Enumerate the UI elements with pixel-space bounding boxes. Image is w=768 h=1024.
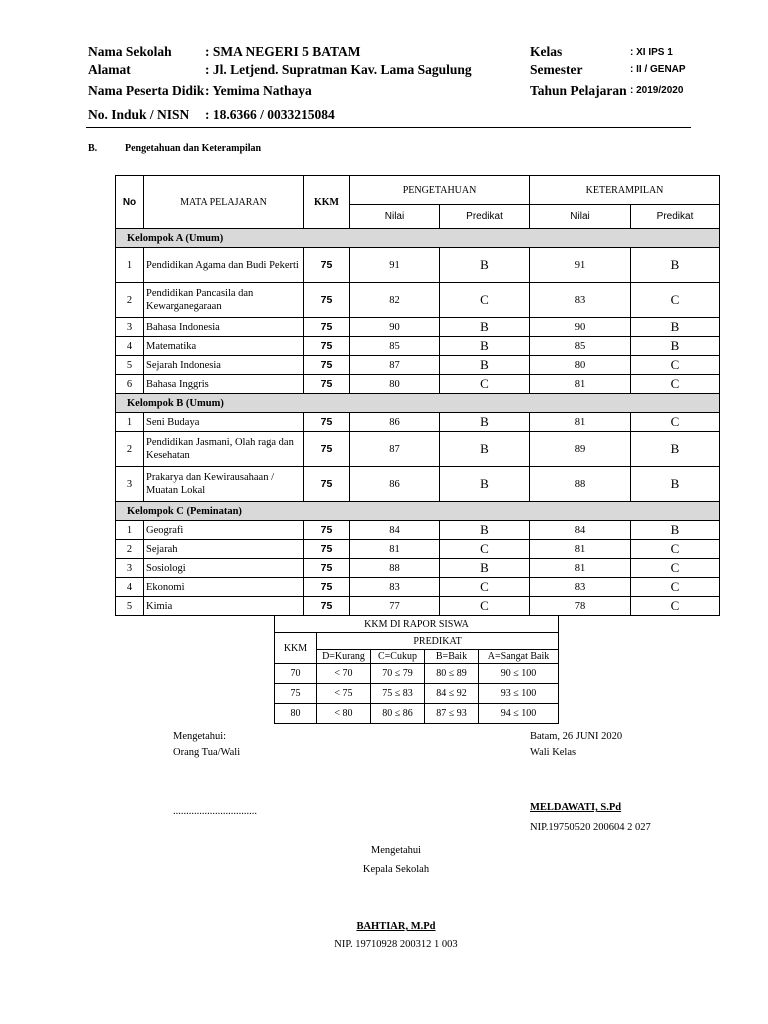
- subject-row: [116, 559, 720, 578]
- kkm-value: 75: [304, 521, 350, 540]
- parent-acknowledge-label: Mengetahui:: [173, 731, 227, 742]
- school-year-value: : 2019/2020: [630, 85, 684, 96]
- kkm-range: < 70: [317, 664, 371, 684]
- kkm-range: 80 ≤ 89: [425, 664, 479, 684]
- skills-score: 83: [530, 578, 631, 597]
- kkm-value: 75: [304, 467, 350, 502]
- principal-title: Kepala Sekolah: [362, 864, 430, 875]
- skills-score: 81: [530, 559, 631, 578]
- skills-predicate: C: [631, 540, 720, 559]
- principal-nip: NIP. 19710928 200312 1 003: [334, 939, 458, 950]
- knowledge-predicate: B: [440, 432, 530, 467]
- subject-name: Prakarya dan Kewirausahaan / Muatan Lokal: [144, 467, 304, 502]
- header-divider: [86, 127, 691, 128]
- row-number: 6: [116, 375, 144, 394]
- col-header-knowledge: PENGETAHUAN: [350, 176, 530, 205]
- row-number: 4: [116, 578, 144, 597]
- subject-name: Bahasa Indonesia: [144, 318, 304, 337]
- section-title: Pengetahuan dan Keterampilan: [125, 143, 262, 154]
- subject-row: [116, 356, 720, 375]
- semester-value: : II / GENAP: [630, 64, 686, 75]
- subject-name: Pendidikan Jasmani, Olah raga dan Kesehatan: [144, 432, 304, 467]
- skills-score: 91: [530, 248, 631, 283]
- knowledge-score: 77: [350, 597, 440, 616]
- kkm-value: 75: [304, 432, 350, 467]
- subject-row: [116, 578, 720, 597]
- knowledge-predicate: B: [440, 467, 530, 502]
- kkm-range: 93 ≤ 100: [479, 684, 559, 704]
- skills-score: 90: [530, 318, 631, 337]
- kkm-row: [275, 704, 559, 724]
- row-number: 5: [116, 597, 144, 616]
- skills-predicate: B: [631, 521, 720, 540]
- skills-score: 84: [530, 521, 631, 540]
- knowledge-predicate: C: [440, 375, 530, 394]
- knowledge-score: 80: [350, 375, 440, 394]
- kkm-row-value: 70: [275, 664, 317, 684]
- knowledge-predicate: C: [440, 597, 530, 616]
- kkm-range: 94 ≤ 100: [479, 704, 559, 724]
- knowledge-score: 86: [350, 467, 440, 502]
- subject-name: Ekonomi: [144, 578, 304, 597]
- row-number: 3: [116, 467, 144, 502]
- subject-row: [116, 413, 720, 432]
- kkm-range: < 75: [317, 684, 371, 704]
- skills-score: 80: [530, 356, 631, 375]
- skills-score: 85: [530, 337, 631, 356]
- student-name-value: : Yemima Nathaya: [205, 83, 312, 98]
- knowledge-score: 83: [350, 578, 440, 597]
- subject-name: Matematika: [144, 337, 304, 356]
- subject-row: [116, 248, 720, 283]
- group-title: Kelompok A (Umum): [116, 229, 720, 248]
- grades-table: [115, 175, 720, 616]
- row-number: 3: [116, 318, 144, 337]
- row-number: 1: [116, 413, 144, 432]
- class-label: Kelas: [530, 44, 563, 59]
- kkm-value: 75: [304, 356, 350, 375]
- skills-predicate: B: [631, 467, 720, 502]
- knowledge-score: 82: [350, 283, 440, 318]
- knowledge-score: 86: [350, 413, 440, 432]
- row-number: 2: [116, 283, 144, 318]
- homeroom-teacher-name: MELDAWATI, S.Pd: [530, 802, 622, 813]
- kkm-range: 75 ≤ 83: [371, 684, 425, 704]
- skills-predicate: B: [631, 318, 720, 337]
- subject-name: Pendidikan Agama dan Budi Pekerti: [144, 248, 304, 283]
- knowledge-score: 87: [350, 432, 440, 467]
- kkm-value: 75: [304, 375, 350, 394]
- row-number: 5: [116, 356, 144, 375]
- subject-row: [116, 597, 720, 616]
- skills-predicate: C: [631, 356, 720, 375]
- skills-score: 89: [530, 432, 631, 467]
- skills-predicate: C: [631, 597, 720, 616]
- skills-score: 83: [530, 283, 631, 318]
- knowledge-score: 84: [350, 521, 440, 540]
- subject-row: [116, 283, 720, 318]
- subject-row: [116, 337, 720, 356]
- row-number: 1: [116, 248, 144, 283]
- subject-name: Bahasa Inggris: [144, 375, 304, 394]
- subject-name: Pendidikan Pancasila dan Kewarganegaraan: [144, 283, 304, 318]
- group-title: Kelompok B (Umum): [116, 394, 720, 413]
- knowledge-predicate: C: [440, 283, 530, 318]
- kkm-range: 84 ≤ 92: [425, 684, 479, 704]
- kkm-col-c: C=Cukup: [371, 650, 425, 664]
- kkm-value: 75: [304, 413, 350, 432]
- address-value: : Jl. Letjend. Supratman Kav. Lama Sagulung: [205, 62, 472, 77]
- principal-name: BAHTIAR, M.Pd: [356, 921, 436, 932]
- knowledge-score: 91: [350, 248, 440, 283]
- knowledge-score: 88: [350, 559, 440, 578]
- nisn-label: No. Induk / NISN: [88, 107, 190, 122]
- group-row: [116, 502, 720, 521]
- kkm-range: < 80: [317, 704, 371, 724]
- group-title: Kelompok C (Peminatan): [116, 502, 720, 521]
- kkm-value: 75: [304, 540, 350, 559]
- row-number: 2: [116, 432, 144, 467]
- row-number: 1: [116, 521, 144, 540]
- kkm-col-a: A=Sangat Baik: [479, 650, 559, 664]
- knowledge-score: 87: [350, 356, 440, 375]
- skills-score: 81: [530, 540, 631, 559]
- skills-predicate: C: [631, 559, 720, 578]
- homeroom-teacher-nip: NIP.19750520 200604 2 027: [530, 822, 651, 833]
- kkm-row: [275, 684, 559, 704]
- knowledge-predicate: B: [440, 413, 530, 432]
- subject-name: Sejarah Indonesia: [144, 356, 304, 375]
- col-header-knowledge-value: Nilai: [350, 205, 440, 229]
- col-header-no: No: [116, 176, 144, 229]
- subject-row: [116, 467, 720, 502]
- kkm-col-b: B=Baik: [425, 650, 479, 664]
- skills-score: 88: [530, 467, 631, 502]
- knowledge-predicate: B: [440, 559, 530, 578]
- kkm-value: 75: [304, 337, 350, 356]
- kkm-value: 75: [304, 597, 350, 616]
- group-row: [116, 229, 720, 248]
- subject-row: [116, 521, 720, 540]
- kkm-value: 75: [304, 578, 350, 597]
- skills-predicate: C: [631, 578, 720, 597]
- col-header-kkm: KKM: [304, 176, 350, 229]
- col-header-skills: KETERAMPILAN: [530, 176, 720, 205]
- skills-predicate: C: [631, 413, 720, 432]
- subject-name: Kimia: [144, 597, 304, 616]
- skills-predicate: C: [631, 283, 720, 318]
- kkm-range: 87 ≤ 93: [425, 704, 479, 724]
- parent-signature-line: ................................: [173, 806, 257, 817]
- kkm-col-d: D=Kurang: [317, 650, 371, 664]
- skills-predicate: C: [631, 375, 720, 394]
- subject-name: Seni Budaya: [144, 413, 304, 432]
- nisn-value: : 18.6366 / 0033215084: [205, 107, 335, 122]
- kkm-value: 75: [304, 283, 350, 318]
- subject-row: [116, 432, 720, 467]
- skills-predicate: B: [631, 337, 720, 356]
- knowledge-score: 85: [350, 337, 440, 356]
- school-year-label: Tahun Pelajaran: [530, 83, 627, 98]
- kkm-table-title: KKM DI RAPOR SISWA: [275, 616, 559, 633]
- knowledge-predicate: C: [440, 578, 530, 597]
- kkm-table-predicate-header: PREDIKAT: [317, 633, 559, 650]
- knowledge-predicate: B: [440, 356, 530, 375]
- subject-name: Sosiologi: [144, 559, 304, 578]
- skills-score: 81: [530, 413, 631, 432]
- semester-label: Semester: [530, 62, 583, 77]
- col-header-knowledge-predicate: Predikat: [440, 205, 530, 229]
- kkm-table-kkm-header: KKM: [275, 633, 317, 664]
- skills-predicate: B: [631, 248, 720, 283]
- address-label: Alamat: [88, 62, 131, 77]
- subject-row: [116, 318, 720, 337]
- kkm-value: 75: [304, 318, 350, 337]
- row-number: 4: [116, 337, 144, 356]
- subject-row: [116, 375, 720, 394]
- class-value: : XI IPS 1: [630, 47, 673, 58]
- knowledge-score: 90: [350, 318, 440, 337]
- subject-name: Geografi: [144, 521, 304, 540]
- section-letter: B.: [88, 143, 98, 154]
- col-header-skills-value: Nilai: [530, 205, 631, 229]
- kkm-value: 75: [304, 559, 350, 578]
- subject-name: Sejarah: [144, 540, 304, 559]
- school-name-value: : SMA NEGERI 5 BATAM: [205, 44, 361, 59]
- kkm-row-value: 75: [275, 684, 317, 704]
- homeroom-teacher-label: Wali Kelas: [530, 747, 577, 758]
- row-number: 3: [116, 559, 144, 578]
- col-header-subject: MATA PELAJARAN: [144, 176, 304, 229]
- parent-guardian-label: Orang Tua/Wali: [173, 747, 241, 758]
- kkm-range: 70 ≤ 79: [371, 664, 425, 684]
- knowledge-predicate: B: [440, 337, 530, 356]
- place-date: Batam, 26 JUNI 2020: [530, 731, 623, 742]
- kkm-range: 80 ≤ 86: [371, 704, 425, 724]
- knowledge-score: 81: [350, 540, 440, 559]
- knowledge-predicate: C: [440, 540, 530, 559]
- col-header-skills-predicate: Predikat: [631, 205, 720, 229]
- knowledge-predicate: B: [440, 248, 530, 283]
- principal-acknowledge-label: Mengetahui: [370, 845, 422, 856]
- skills-score: 78: [530, 597, 631, 616]
- skills-predicate: B: [631, 432, 720, 467]
- row-number: 2: [116, 540, 144, 559]
- kkm-row: [275, 664, 559, 684]
- school-name-label: Nama Sekolah: [88, 44, 172, 59]
- student-name-label: Nama Peserta Didik: [88, 83, 205, 98]
- subject-row: [116, 540, 720, 559]
- kkm-value: 75: [304, 248, 350, 283]
- kkm-row-value: 80: [275, 704, 317, 724]
- kkm-range: 90 ≤ 100: [479, 664, 559, 684]
- knowledge-predicate: B: [440, 521, 530, 540]
- skills-score: 81: [530, 375, 631, 394]
- knowledge-predicate: B: [440, 318, 530, 337]
- group-row: [116, 394, 720, 413]
- kkm-table: [274, 615, 559, 724]
